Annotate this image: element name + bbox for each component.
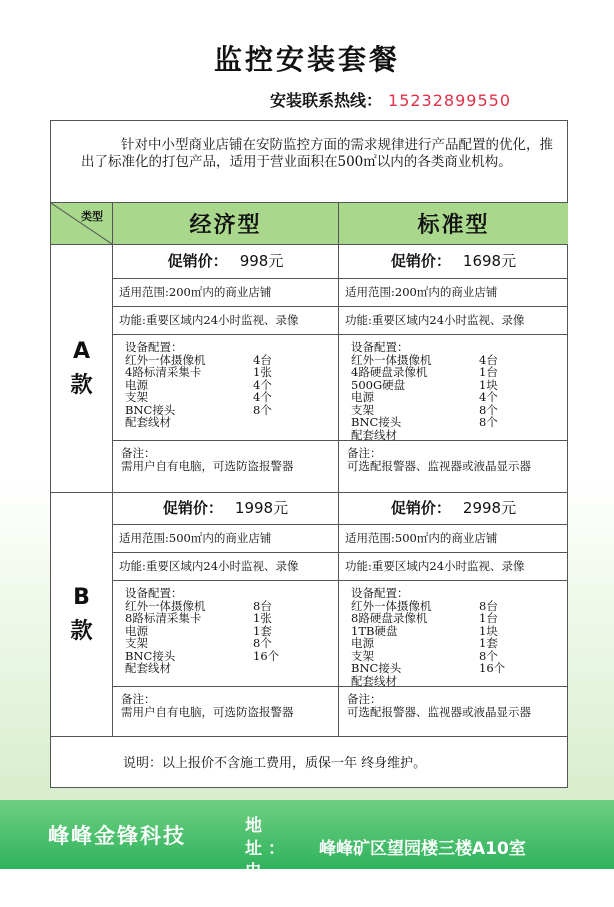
price-label: 促销价： <box>162 499 223 518</box>
footer-note: 说明：以上报价不含施工费用，质保一年 终身维护。 <box>123 755 427 771</box>
equip-item <box>351 366 568 379</box>
equip-qty: 16个 <box>479 661 506 675</box>
equip-list <box>351 600 568 688</box>
note-text: 需用户自有电脑，可选防盗报警器 <box>121 704 294 719</box>
phone-value: 15232899550 <box>319 885 450 905</box>
equip-name: 电源 <box>351 636 374 650</box>
price-label: 促销价： <box>390 499 451 518</box>
equip-item <box>351 625 568 638</box>
equip-name: 红外一体摄像机 <box>351 598 432 613</box>
equip-item <box>351 379 568 392</box>
function-b-economy: 功能:重要区域内24小时监视、录像 <box>113 553 339 581</box>
equip-item <box>125 612 338 625</box>
equip-name: BNC接头 <box>351 661 402 675</box>
phone-line <box>245 861 526 907</box>
price-label: 促销价： <box>390 252 451 271</box>
equip-qty: 1台 <box>479 365 498 379</box>
note-text: 可选配报警器、监视器或液晶显示器 <box>347 704 531 719</box>
function-a-standard: 功能:重要区域内24小时监视、录像 <box>339 307 568 335</box>
equip-name: 电源 <box>351 390 374 404</box>
row-label-char: 款 <box>70 372 93 398</box>
equip-qty: 8个 <box>479 648 498 663</box>
equip-qty: 4个 <box>253 390 272 404</box>
equip-qty: 8个 <box>253 402 272 417</box>
equip-name: 配套线材 <box>351 673 397 688</box>
equip-item <box>125 379 338 392</box>
equip-list <box>351 354 568 442</box>
equip-name: BNC接头 <box>125 648 176 663</box>
scope-b-economy: 适用范围:500㎡内的商业店铺 <box>113 525 339 553</box>
package-table <box>50 120 568 788</box>
equip-item <box>351 429 568 442</box>
equip-name: 支架 <box>351 648 374 663</box>
equip-name: 8路硬盘录像机 <box>351 611 428 625</box>
equip-item <box>125 366 338 379</box>
equipment-b-economy <box>113 581 339 687</box>
scope-a-standard: 适用范围:200㎡内的商业店铺 <box>339 279 568 307</box>
equip-name: 配套线材 <box>125 661 171 675</box>
equipment-a-economy <box>113 335 339 441</box>
equip-title: 设备配置： <box>125 586 183 600</box>
equip-name: 1TB硬盘 <box>351 623 398 638</box>
equip-name: BNC接头 <box>125 402 176 417</box>
price-value: 1698元 <box>462 252 517 271</box>
address-line <box>245 815 526 861</box>
type-header-label: 类型 <box>81 210 103 223</box>
note-text: 可选配报警器、监视器或液晶显示器 <box>347 458 531 473</box>
equipment-b-standard <box>339 581 568 687</box>
equip-item <box>125 637 338 650</box>
equip-qty: 1张 <box>253 365 272 379</box>
equip-name: 红外一体摄像机 <box>125 598 206 613</box>
equip-list <box>125 354 338 429</box>
equip-qty: 4台 <box>479 352 498 367</box>
equip-item <box>351 416 568 429</box>
equip-item <box>351 637 568 650</box>
equip-name: 500G硬盘 <box>351 377 406 392</box>
equipment-a-standard <box>339 335 568 441</box>
address-value: 峰峰矿区望园楼三楼A10室 <box>319 839 526 859</box>
equip-qty: 16个 <box>253 648 280 663</box>
address-label: 地 址： <box>245 816 291 859</box>
equip-item <box>125 391 338 404</box>
hotline <box>270 88 511 111</box>
scope-a-economy: 适用范围:200㎡内的商业店铺 <box>113 279 339 307</box>
page-title: 监控安装套餐 <box>213 43 400 76</box>
equip-name: 电源 <box>125 623 148 638</box>
equip-item <box>351 391 568 404</box>
equip-qty: 4个 <box>479 390 498 404</box>
equip-qty: 8个 <box>253 636 272 650</box>
note-title: 备注： <box>121 692 156 706</box>
equip-qty: 8台 <box>253 598 272 613</box>
price-b-economy <box>113 493 339 525</box>
phone-label: 电 话： <box>245 862 291 905</box>
price-label: 促销价： <box>167 252 228 271</box>
equip-name: 4路标清采集卡 <box>125 365 202 379</box>
equip-item <box>351 612 568 625</box>
price-a-economy <box>113 245 339 279</box>
price-value: 2998元 <box>462 499 517 518</box>
equip-title: 设备配置： <box>351 340 409 354</box>
equip-name: 配套线材 <box>351 427 397 442</box>
note-b-standard <box>339 687 568 737</box>
note-text: 需用户自有电脑，可选防盗报警器 <box>121 458 294 473</box>
equip-name: 4路硬盘录像机 <box>351 365 428 379</box>
price-value: 1998元 <box>234 499 289 518</box>
contact-block <box>245 815 526 907</box>
equip-qty: 8个 <box>479 415 498 429</box>
row-label-b <box>51 493 113 737</box>
header-standard: 标准型 <box>339 203 568 245</box>
company-name: 峰峰金锋科技 <box>48 824 186 848</box>
equip-title: 设备配置： <box>125 340 183 354</box>
equip-name: 电源 <box>125 377 148 392</box>
equip-qty: 4个 <box>253 377 272 392</box>
note-title: 备注： <box>347 692 382 706</box>
equip-qty: 1块 <box>479 623 498 638</box>
row-label-letter: B <box>73 584 90 610</box>
equip-qty: 1块 <box>479 377 498 392</box>
equip-qty: 1张 <box>253 611 272 625</box>
equip-list <box>125 600 338 675</box>
function-a-economy: 功能:重要区域内24小时监视、录像 <box>113 307 339 335</box>
equip-name: 红外一体摄像机 <box>125 352 206 367</box>
equip-qty: 8个 <box>479 402 498 417</box>
equip-qty: 1台 <box>479 611 498 625</box>
equip-name: 支架 <box>125 636 148 650</box>
price-value: 998元 <box>239 252 284 271</box>
equip-item <box>351 675 568 688</box>
equip-item <box>125 625 338 638</box>
equip-item <box>351 662 568 675</box>
equip-qty: 8台 <box>479 598 498 613</box>
equip-title: 设备配置： <box>351 586 409 600</box>
equip-name: BNC接头 <box>351 415 402 429</box>
equip-name: 红外一体摄像机 <box>351 352 432 367</box>
row-label-letter: A <box>72 338 91 364</box>
scope-b-standard: 适用范围:500㎡内的商业店铺 <box>339 525 568 553</box>
price-b-standard <box>339 493 568 525</box>
equip-item <box>125 416 338 429</box>
row-label-char: 款 <box>70 618 93 644</box>
equip-name: 支架 <box>351 402 374 417</box>
equip-qty: 1套 <box>479 636 498 650</box>
company-banner <box>0 800 614 905</box>
type-header-cell <box>51 203 113 245</box>
equip-qty: 4台 <box>253 352 272 367</box>
equip-name: 支架 <box>125 390 148 404</box>
note-title: 备注： <box>121 446 156 460</box>
equip-name: 配套线材 <box>125 415 171 429</box>
note-a-economy <box>113 441 339 493</box>
row-label-a <box>51 245 113 493</box>
note-b-economy <box>113 687 339 737</box>
header-economy: 经济型 <box>113 203 339 245</box>
note-a-standard <box>339 441 568 493</box>
note-title: 备注： <box>347 446 382 460</box>
price-a-standard <box>339 245 568 279</box>
hotline-label: 安装联系热线： <box>270 91 383 110</box>
equip-qty: 1套 <box>253 623 272 638</box>
intro-text: 针对中小型商业店铺在安防监控方面的需求规律进行产品配置的优化，推出了标准化的打包产品，适用于营业面积在500㎡以内的各类商业机构。 <box>51 121 567 203</box>
equip-name: 8路标清采集卡 <box>125 611 202 625</box>
equip-item <box>125 662 338 675</box>
function-b-standard: 功能:重要区域内24小时监视、录像 <box>339 553 568 581</box>
hotline-number: 15232899550 <box>388 91 511 110</box>
